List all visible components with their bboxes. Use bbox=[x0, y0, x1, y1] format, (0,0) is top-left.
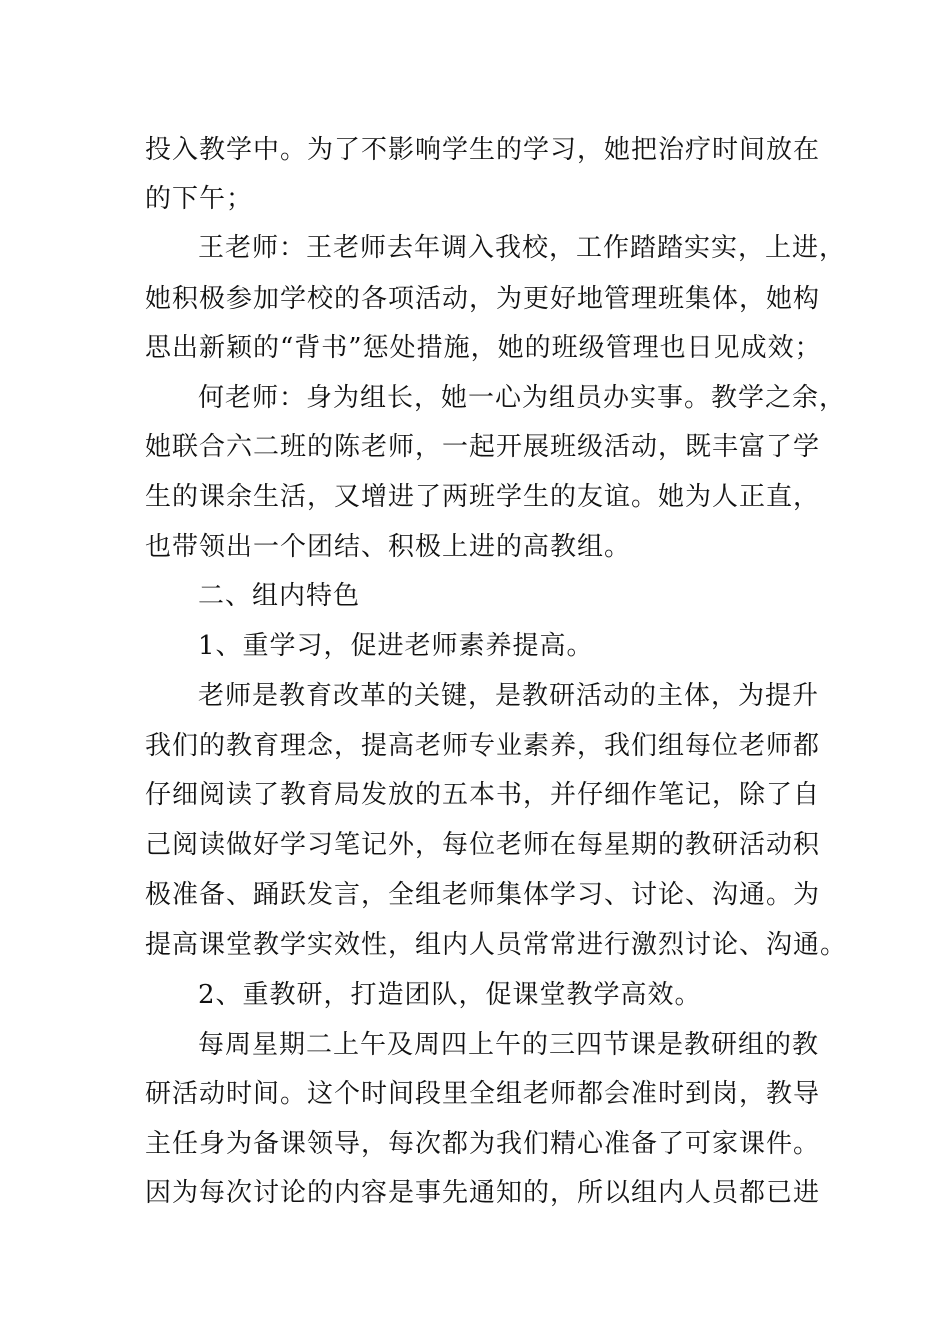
text-line: 也带领出一个团结、积极上进的高教组。 bbox=[145, 532, 632, 562]
text-line: 因为每次讨论的内容是事先通知的，所以组内人员都已进 bbox=[145, 1178, 821, 1208]
text-line: 极准备、踊跃发言，全组老师集体学习、讨论、沟通。为 bbox=[145, 880, 821, 910]
subsection-heading: 1、重学习，促进老师素养提高。 bbox=[198, 631, 594, 661]
text-line: 投入教学中。为了不影响学生的学习，她把治疗时间放在 bbox=[145, 135, 821, 165]
text-line: 思出新颖的“背书”惩处措施，她的班级管理也日见成效； bbox=[145, 333, 822, 363]
text-line: 提高课堂教学实效性，组内人员常常进行激烈讨论、沟通。 bbox=[145, 930, 848, 960]
text-line: 的下午； bbox=[145, 184, 254, 214]
text-line: 何老师：身为组长，她一心为组员办实事。教学之余， bbox=[198, 383, 847, 413]
text-line: 研活动时间。这个时间段里全组老师都会准时到岗，教导 bbox=[145, 1079, 821, 1109]
text-line: 她积极参加学校的各项活动，为更好地管理班集体，她构 bbox=[145, 284, 821, 314]
text-line: 仔细阅读了教育局发放的五本书，并仔细作笔记，除了自 bbox=[145, 780, 821, 810]
text-line: 老师是教育改革的关键，是教研活动的主体，为提升 bbox=[198, 681, 820, 711]
text-line: 王老师：王老师去年调入我校，工作踏踏实实，上进， bbox=[198, 233, 847, 263]
text-line: 主任身为备课领导，每次都为我们精心准备了可家课件。 bbox=[145, 1129, 821, 1159]
text-line: 生的课余生活，又增进了两班学生的友谊。她为人正直， bbox=[145, 482, 821, 512]
text-line: 每周星期二上午及周四上午的三四节课是教研组的教 bbox=[198, 1030, 820, 1060]
text-line: 我们的教育理念，提高老师专业素养，我们组每位老师都 bbox=[145, 731, 821, 761]
subsection-heading: 2、重教研，打造团队，促课堂教学高效。 bbox=[198, 980, 702, 1010]
section-heading: 二、组内特色 bbox=[198, 581, 361, 611]
text-line: 己阅读做好学习笔记外，每位老师在每星期的教研活动积 bbox=[145, 830, 821, 860]
text-line: 她联合六二班的陈老师，一起开展班级活动，既丰富了学 bbox=[145, 432, 821, 462]
